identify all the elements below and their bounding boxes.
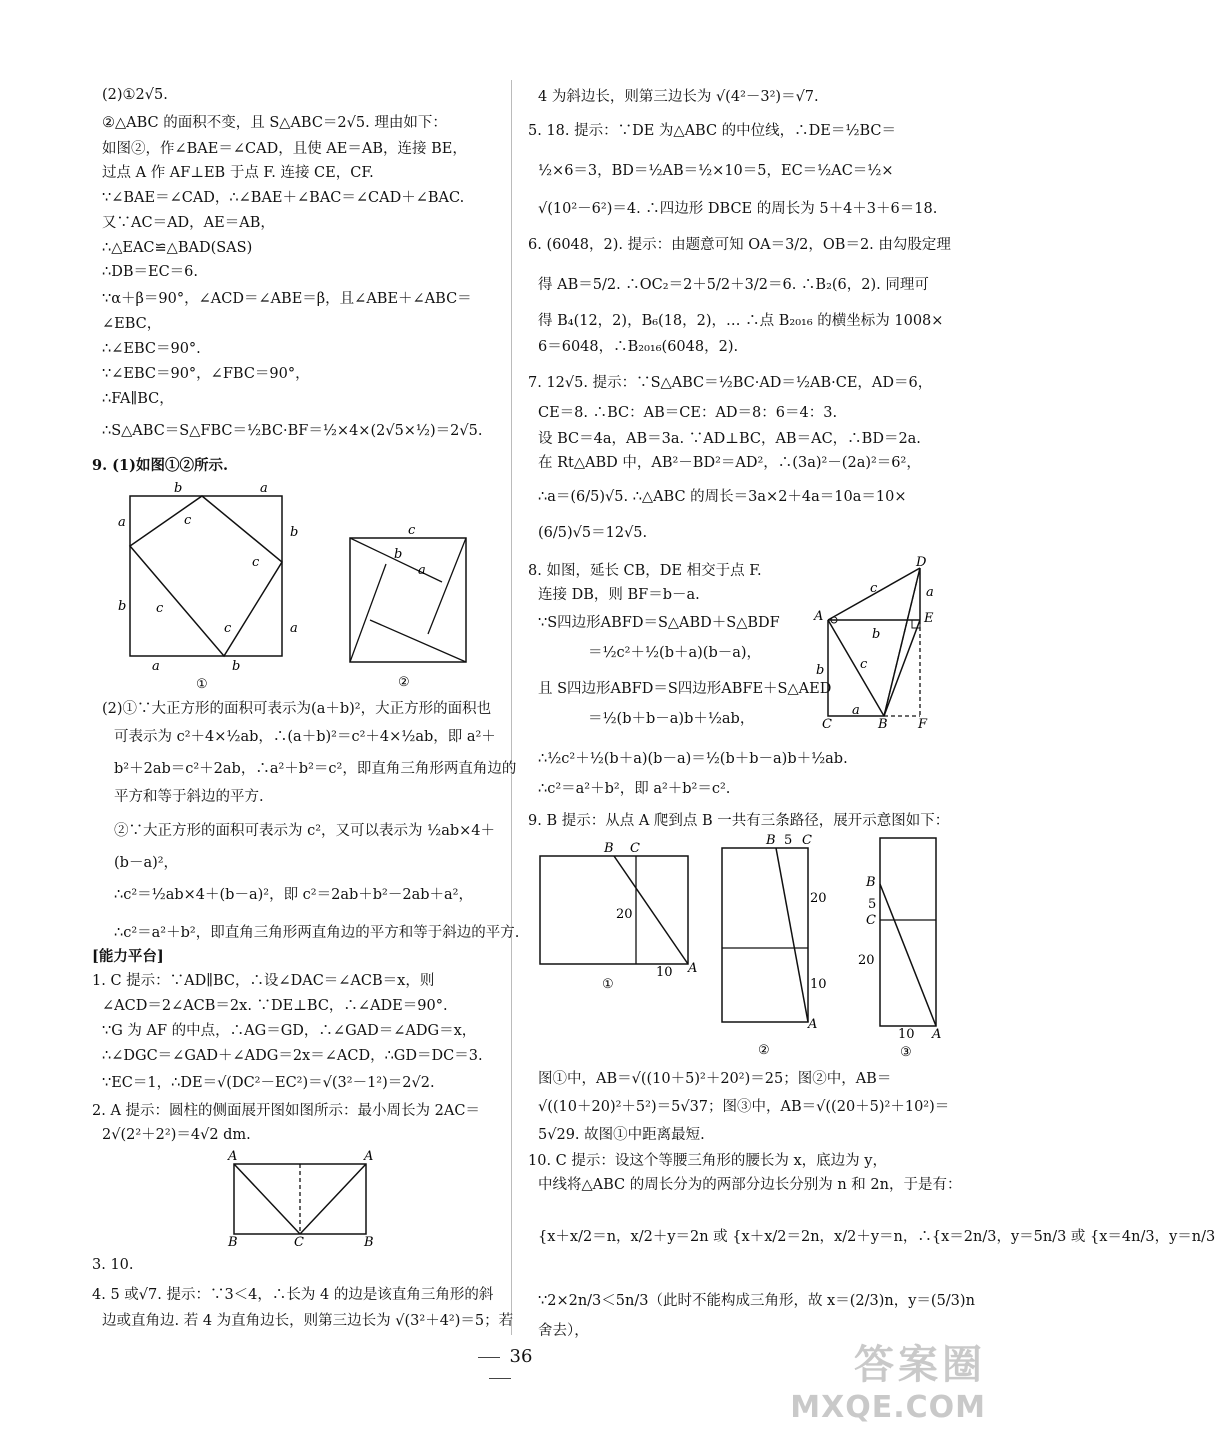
label: C (866, 913, 876, 928)
text-line: ∵EC＝1，∴DE＝√(DC²－EC²)＝√(3²－1²)＝2√2. (102, 1075, 435, 1091)
label: a (852, 703, 860, 718)
text-line: ②△ABC 的面积不变，且 S△ABC＝2√5. 理由如下： (102, 115, 447, 131)
text-line: 过点 A 作 AF⊥EB 于点 F. 连接 CE，CF. (102, 165, 374, 181)
label: a (118, 515, 126, 530)
text-line: ∠ACD＝2∠ACB＝2x. ∵DE⊥BC，∴∠ADE＝90°. (102, 998, 448, 1014)
label: c (252, 555, 260, 570)
text-line: 4. 5 或√7. 提示：∵3＜4，∴长为 4 的边是该直角三角形的斜 (92, 1287, 494, 1303)
text-line: (2)①∵大正方形的面积可表示为(a＋b)²，大正方形的面积也 (102, 701, 492, 717)
page-number: 36 (450, 1346, 550, 1388)
label: b (872, 627, 881, 642)
label: A (228, 1149, 238, 1164)
text-line: 平方和等于斜边的平方. (114, 789, 264, 805)
text-line: ＝½c²＋½(b＋a)(b－a)， (588, 645, 762, 661)
label: B (604, 841, 614, 856)
label: C (802, 833, 812, 848)
text-line: ∴FA∥BC， (102, 391, 174, 407)
column-divider (511, 80, 512, 1335)
text-line: 中线将△ABC 的周长分为的两部分边长分别为 n 和 2n，于是有： (538, 1177, 962, 1193)
text-line: 3. 10. (92, 1257, 134, 1273)
figure-square-2 (344, 520, 474, 694)
figure-path-1 (532, 838, 702, 1000)
label: 10 (898, 1027, 915, 1042)
watermark-text: 答案圈 (854, 1342, 986, 1388)
label: 5 (784, 833, 793, 848)
label: C (294, 1235, 304, 1250)
text-line: ∴½c²＋½(b＋a)(b－a)＝½(b＋b－a)b＋½ab. (538, 751, 848, 767)
label: E (924, 611, 934, 626)
label: c (224, 621, 232, 636)
text-line: ∴c²＝a²＋b²，即 a²＋b²＝c². (538, 781, 731, 797)
label: C (630, 841, 640, 856)
label: b (394, 547, 403, 562)
text-line: 又∵AC＝AD，AE＝AB， (102, 215, 275, 231)
text-line: ∵∠BAE＝∠CAD，∴∠BAE＋∠BAC＝∠CAD＋∠BAC. (102, 190, 465, 206)
text-line: {x＋x/2＝n，x/2＋y＝2n 或 {x＋x/2＝2n，x/2＋y＝n，∴{x＝2n/3，y＝5n/3 或 {x＝4n/3，y＝n/3 (538, 1229, 1215, 1245)
text-line: √(10²－6²)＝4. ∴四边形 DBCE 的周长为 5＋4＋3＋6＝18. (538, 201, 938, 217)
label: b (174, 481, 183, 496)
text-line: 图①中，AB＝√((10＋5)²＋20²)＝25；图②中，AB＝ (538, 1071, 892, 1087)
text-line: 边或直角边. 若 4 为直角边长，则第三边长为 √(3²＋4²)＝5；若 (102, 1313, 514, 1329)
text-line: ∴c²＝½ab×4＋(b－a)²，即 c²＝2ab＋b²－2ab＋a²， (114, 887, 473, 903)
label: 10 (810, 977, 827, 992)
caption: ① (602, 977, 614, 992)
label: a (152, 659, 160, 674)
caption: ③ (900, 1045, 912, 1060)
question-9-header: 9. (1)如图①②所示. (92, 457, 229, 474)
text-line: ½×6＝3，BD＝½AB＝½×10＝5，EC＝½AC＝½× (538, 163, 894, 179)
text-line: b²＋2ab＝c²＋2ab，∴a²＋b²＝c²，即直角三角形两直角边的 (114, 761, 517, 777)
text-line: ∵2×2n/3＜5n/3（此时不能构成三角形，故 x＝(2/3)n，y＝(5/3)n (538, 1293, 975, 1309)
label: 5 (868, 897, 877, 912)
text-line: 设 BC＝4a，AB＝3a. ∵AD⊥BC，AB＝AC，∴BD＝2a. (538, 431, 921, 447)
text-line: 在 Rt△ABD 中，AB²－BD²＝AD²，∴(3a)²－(2a)²＝6²， (538, 455, 921, 471)
text-line: 5. 18. 提示：∵DE 为△ABC 的中位线，∴DE＝½BC＝ (528, 123, 896, 139)
text-line: CE＝8. ∴BC：AB＝CE：AD＝8：6＝4：3. (538, 405, 838, 421)
text-line: ∴a＝(6/5)√5. ∴△ABC 的周长＝3a×2＋4a＝10a＝10× (538, 489, 907, 505)
text-line: ∵G 为 AF 的中点，∴AG＝GD，∴∠GAD＝∠ADG＝x， (102, 1023, 477, 1039)
text-line: √((10＋20)²＋5²)＝5√37；图③中，AB＝√((20＋5)²＋10²)＝ (538, 1099, 950, 1115)
label: b (816, 663, 825, 678)
label: D (916, 555, 927, 570)
text-line: ②∵大正方形的面积可表示为 c²，又可以表示为 ½ab×4＋ (114, 823, 496, 839)
square-diagram-1 (116, 480, 306, 690)
label: c (408, 523, 416, 538)
label: 20 (810, 891, 827, 906)
label: A (688, 961, 698, 976)
label: A (364, 1149, 374, 1164)
text-line: ∴DB＝EC＝6. (102, 264, 199, 280)
label: a (290, 621, 298, 636)
label: 20 (858, 953, 875, 968)
text-line: ∠EBC， (102, 316, 162, 332)
text-line: 6＝6048，∴B₂₀₁₆(6048，2). (538, 339, 739, 355)
cylinder-diagram (226, 1148, 382, 1250)
text-line: 得 AB＝5/2. ∴OC₂＝2＋5/2＋3/2＝6. ∴B₂(6，2). 同理可 (538, 277, 929, 293)
text-line: 7. 12√5. 提示：∵S△ABC＝½BC·AD＝½AB·CE，AD＝6， (528, 375, 933, 391)
text-line: ∴c²＝a²＋b²，即直角三角形两直角边的平方和等于斜边的平方. (114, 925, 520, 941)
figure-cylinder-unfold (226, 1148, 382, 1248)
text-line: 1. C 提示：∵AD∥BC，∴设∠DAC＝∠ACB＝x，则 (92, 973, 435, 989)
text-line: 6. (6048，2). 提示：由题意可知 OA＝3/2，OB＝2. 由勾股定理 (528, 237, 951, 253)
section-heading: [能力平台] (92, 948, 164, 965)
watermark-url: MXQE.COM (790, 1390, 986, 1425)
text-line: 连接 DB，则 BF＝b－a. (538, 587, 700, 603)
label: A (932, 1027, 942, 1042)
label: c (860, 657, 868, 672)
label: c (184, 513, 192, 528)
figure-q8-trapezoid (814, 555, 940, 734)
path-diagram-1 (532, 838, 702, 996)
caption: ② (758, 1043, 770, 1058)
text-line: 如图②，作∠BAE＝∠CAD，且使 AE＝AB，连接 BE， (102, 141, 467, 157)
text-line: 2√(2²＋2²)＝4√2 dm. (102, 1127, 251, 1143)
text-line: 8. 如图，延长 CB，DE 相交于点 F. (528, 563, 762, 579)
text-line: ∴∠EBC＝90°. (102, 341, 201, 357)
label: B (766, 833, 776, 848)
figure-square-1 (116, 480, 306, 694)
text-line: 10. C 提示：设这个等腰三角形的腰长为 x，底边为 y， (528, 1153, 887, 1169)
text-line: 2. A 提示：圆柱的侧面展开图如图所示：最小周长为 2AC＝ (92, 1103, 480, 1119)
text-line: ∴△EAC≌△BAD(SAS) (102, 240, 253, 256)
text-line: ＝½(b＋b－a)b＋½ab， (588, 711, 755, 727)
label: F (918, 717, 928, 732)
label: A (814, 609, 824, 624)
label: 20 (616, 907, 633, 922)
path-diagram-3 (846, 830, 946, 1060)
text-line: 9. B 提示：从点 A 爬到点 B 一共有三条路径，展开示意图如下： (528, 813, 950, 829)
label: b (232, 659, 241, 674)
text-line: ∴∠DGC＝∠GAD＋∠ADG＝2x＝∠ACD，∴GD＝DC＝3. (102, 1048, 483, 1064)
figure-path-3 (846, 830, 946, 1064)
text-line: (2)①2√5. (102, 87, 168, 103)
label: 10 (656, 965, 673, 980)
caption: ① (196, 677, 208, 692)
text-line: 4 为斜边长，则第三边长为 √(4²－3²)＝√7. (538, 89, 819, 105)
text-line: 得 B₄(12，2)，B₆(18，2)，… ∴点 B₂₀₁₆ 的横坐标为 1008× (538, 313, 944, 329)
text-line: ∴S△ABC＝S△FBC＝½BC·BF＝½×4×(2√5×½)＝2√5. (102, 423, 483, 439)
trapezoid-diagram (814, 555, 940, 732)
watermark-logo (790, 1333, 986, 1425)
text-line: 且 S四边形ABFD＝S四边形ABFE＋S△AED (538, 681, 832, 697)
text-line: ∵S四边形ABFD＝S△ABD＋S△BDF (538, 615, 780, 631)
square-diagram-2 (344, 520, 474, 690)
label: A (808, 1017, 818, 1032)
label: B (878, 717, 888, 732)
label: c (156, 601, 164, 616)
text-line: ∵∠EBC＝90°，∠FBC＝90°， (102, 366, 310, 382)
text-line: ∵α＋β＝90°，∠ACD＝∠ABE＝β，且∠ABE＋∠ABC＝ (102, 291, 472, 307)
label: B (866, 875, 876, 890)
text-line: 5√29. 故图①中距离最短. (538, 1127, 705, 1143)
label: c (870, 581, 878, 596)
label: a (260, 481, 268, 496)
figure-path-2 (714, 830, 834, 1064)
label: C (822, 717, 832, 732)
path-diagram-2 (714, 830, 834, 1060)
label: b (290, 525, 299, 540)
text-line: 舍去）， (538, 1323, 589, 1339)
text-line: 可表示为 c²＋4×½ab，∴(a＋b)²＝c²＋4×½ab，即 a²＋ (114, 729, 496, 745)
label: a (418, 563, 426, 578)
label: b (118, 599, 127, 614)
label: a (926, 585, 934, 600)
text-line: (b－a)²， (114, 855, 179, 871)
caption: ② (398, 675, 410, 690)
label: B (228, 1235, 238, 1250)
label: B (364, 1235, 374, 1250)
text-line: (6/5)√5＝12√5. (538, 525, 648, 541)
